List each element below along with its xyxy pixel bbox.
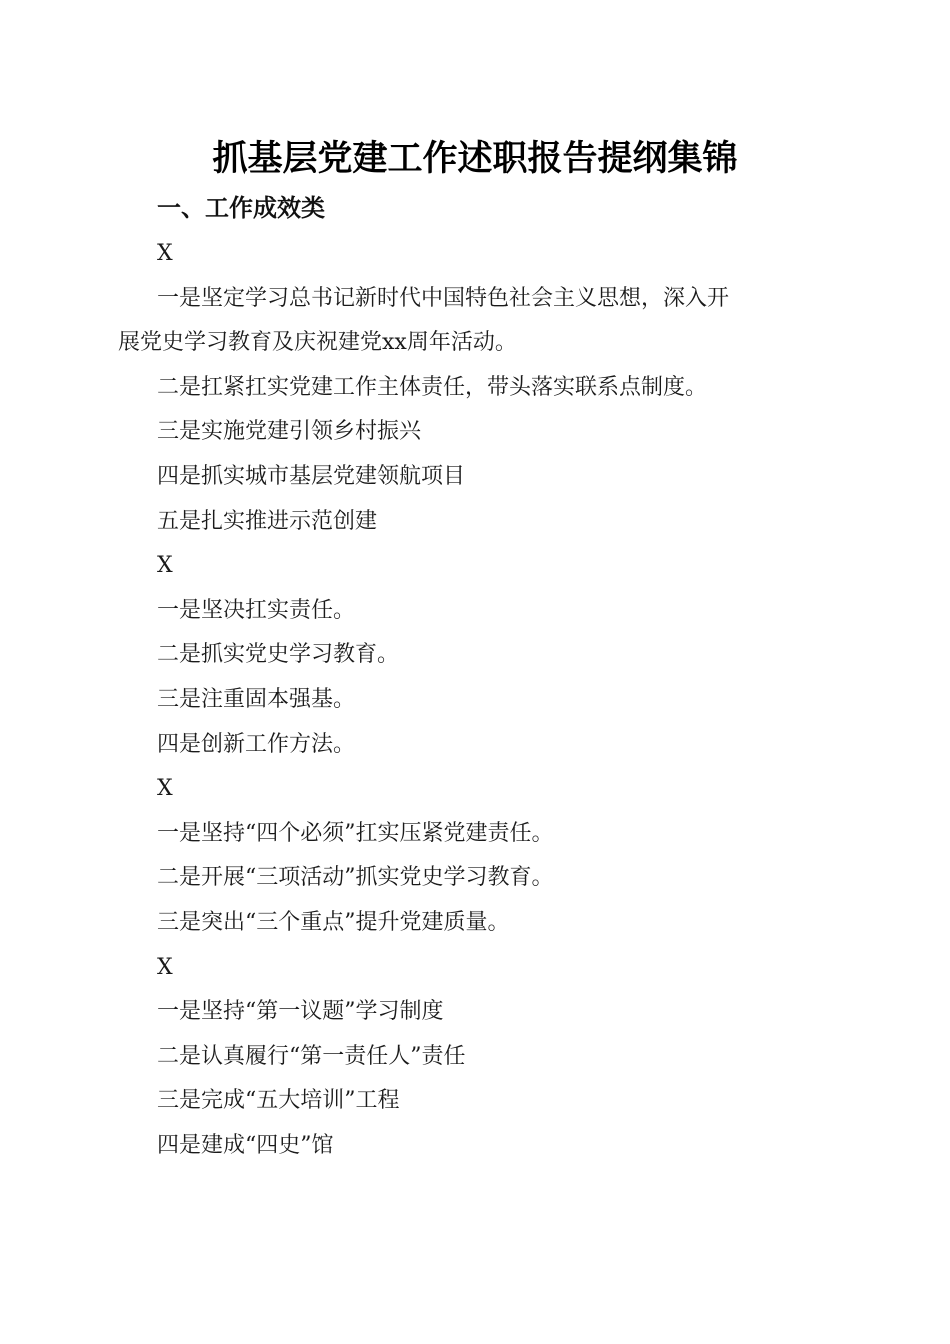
- list-item: 三是注重固本强基。: [157, 686, 356, 712]
- list-item: 一是坚决扛实责任。: [157, 597, 356, 623]
- group-marker: X: [157, 241, 173, 266]
- list-item: 二是抓实党史学习教育。: [157, 642, 400, 668]
- list-item: 四是抓实城市基层党建领航项目: [157, 463, 466, 489]
- list-item: 一是坚定学习总书记新时代中国特色社会主义思想，深入开: [157, 285, 730, 311]
- document-body: [118, 232, 828, 1168]
- list-item: 三是完成“五大培训”工程: [157, 1088, 400, 1114]
- group-marker: X: [157, 954, 173, 980]
- list-item: 三是实施党建引领乡村振兴: [157, 419, 422, 445]
- list-item: 二是认真履行“第一责任人”责任: [157, 1043, 466, 1069]
- list-item: 二是扛紧扛实党建工作主体责任，带头落实联系点制度。: [157, 374, 708, 400]
- list-item: 二是开展“三项活动”抓实党史学习教育。: [157, 865, 554, 891]
- list-item: 五是扎实推进示范创建: [157, 508, 378, 534]
- list-item: 一是坚持“四个必须”扛实压紧党建责任。: [157, 820, 554, 846]
- section-heading: 一、工作成效类: [157, 194, 325, 222]
- list-item-continuation: 展党史学习教育及庆祝建党xx周年活动。: [118, 330, 517, 356]
- list-item: 四是建成“四史”馆: [157, 1132, 334, 1158]
- list-item: 四是创新工作方法。: [157, 731, 356, 757]
- list-item: 三是突出“三个重点”提升党建质量。: [157, 909, 510, 935]
- list-item: 一是坚持“第一议题”学习制度: [157, 999, 444, 1025]
- group-marker: X: [157, 776, 173, 802]
- group-marker: X: [157, 553, 173, 579]
- document-title: 抓基层党建工作述职报告提纲集锦: [212, 138, 738, 179]
